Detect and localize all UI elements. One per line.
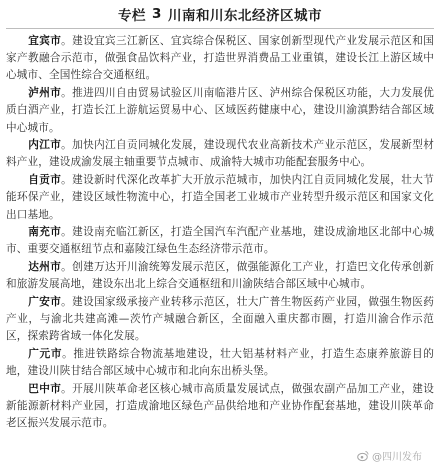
city-description: 。加快内江自贡同城化发展，建设现代农业高新技术产业示范区，发展新型材料产业，建设成渝发展主轴重要节点城市、成渝特大城市功能配套服务中心。 [6,139,434,169]
city-description: 。建设南充临江新区，打造全国汽车汽配产业基地，建设成渝地区北部中心城市、重要交通枢纽节点和嘉陵江绿色生态经济带示范市。 [6,226,434,256]
city-description: 。创建万达开川渝统筹发展示范区，做强能源化工产业，打造巴文化传承创新和旅游发展高地，建设东出北上综合交通枢纽和川渝陕结合部区域中心城市。 [6,261,434,291]
city-name: 南充市 [28,226,62,239]
city-description: 。建设宜宾三江新区、宜宾综合保税区、国家创新型现代产业发展示范区和国家产教融合示范市，做强食品饮料产业，打造世界消费品工业重镇，建设长江上游区域中心城市、全国性综合交通枢纽。 [6,35,434,82]
city-paragraph-guangan [6,294,434,346]
city-paragraph-luzhou [6,85,434,137]
city-description: 。建设国家级承接产业转移示范区，壮大广普生物医药产业园，做强生物医药产业，与渝北共建高滩—茨竹产城融合新区，全面融入重庆都市圈，打造川渝合作示范区，探索跨省域一体化发展。 [6,296,434,343]
city-paragraph-neijiang [6,137,434,171]
city-name: 内江市 [28,139,62,152]
column-number: 3 [152,6,162,22]
city-paragraph-bazhong [6,381,434,433]
city-name: 广安市 [28,296,62,309]
watermark [357,448,422,463]
city-description: 。推进四川自由贸易试验区川南临港片区、泸州综合保税区功能，大力发展优质白酒产业，打造长江上游航运贸易中心、区域医药健康中心，建设川渝滇黔结合部区域中心城市。 [6,87,434,134]
city-description: 。建设新时代深化改革扩大开放示范城市，加快内江自贡同城化发展，壮大节能环保产业，建设区域性物流中心，打造全国老工业城市产业转型升级示范区和国家文化出口基地。 [6,174,434,221]
city-name: 巴中市 [28,383,62,396]
city-description: 。开展川陕革命老区核心城市高质量发展试点，做强农副产品加工产业，建设新能源新材料产业园，打造成渝地区绿色产品供给地和产业协作配套基地，建设川陕革命老区振兴发展示范市。 [6,383,434,430]
city-name: 达州市 [28,261,62,274]
column-title-text: 川南和川东北经济区城市 [167,8,322,24]
city-paragraph-dazhou [6,259,434,293]
column-prefix: 专栏 [118,8,147,24]
city-paragraph-zigong [6,172,434,224]
city-paragraph-yibin [6,33,434,85]
city-paragraph-guangyuan [6,346,434,380]
weibo-icon [357,450,369,462]
city-name: 宜宾市 [28,35,62,47]
watermark-text: @四川发布 [372,452,422,463]
city-description: 。推进铁路综合物流基地建设，壮大铝基材料产业，打造生态康养旅游目的地，建设川陕甘结合部区域中心城市和北向东出桥头堡。 [6,348,434,378]
city-name: 泸州市 [28,87,62,100]
column-title [6,0,434,29]
city-name: 自贡市 [28,174,62,187]
city-name: 广元市 [28,348,63,361]
city-paragraph-nanchong [6,224,434,258]
